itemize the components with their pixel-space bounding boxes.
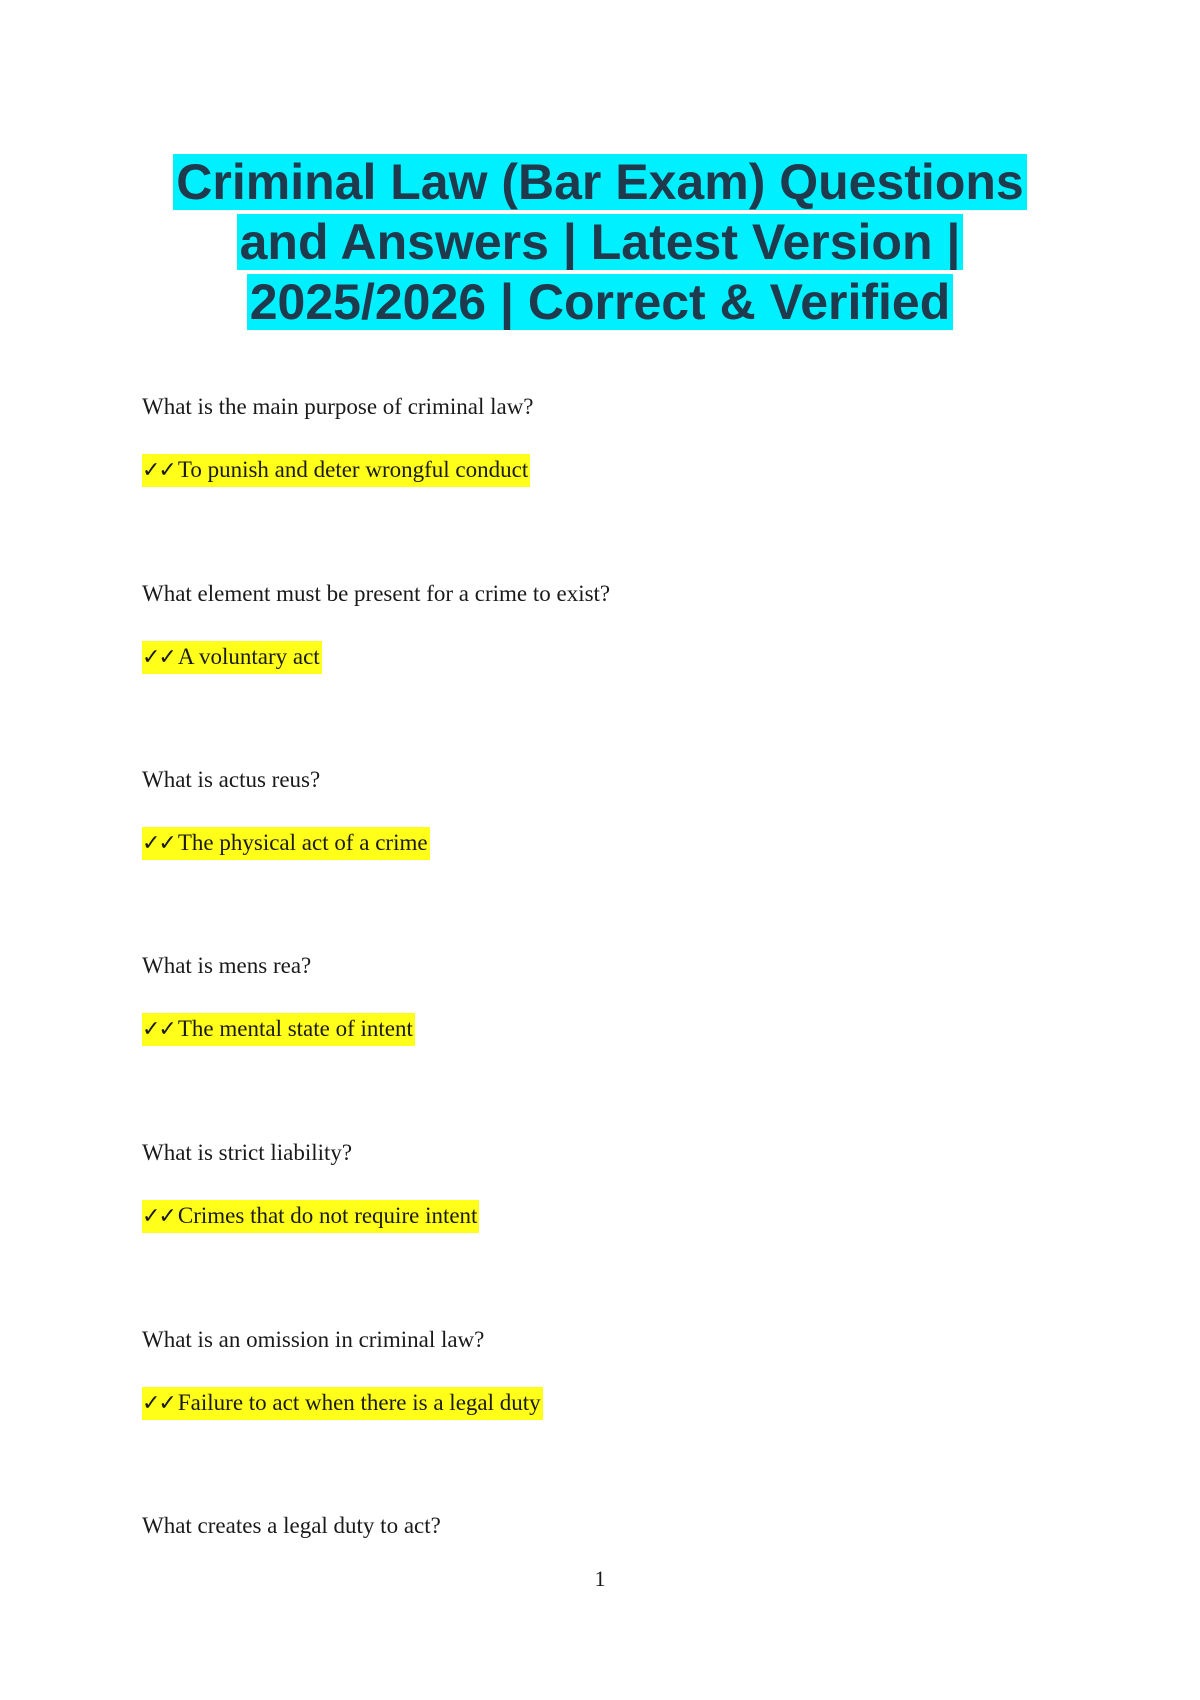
answer-text: Crimes that do not require intent (177, 1203, 478, 1228)
answer-text: A voluntary act (177, 644, 320, 669)
document-title (150, 152, 1050, 332)
answer-highlight (142, 827, 430, 860)
answer-highlight (142, 1387, 543, 1420)
answer-highlight (142, 454, 530, 487)
answer-highlight (142, 641, 322, 674)
answer-text: The mental state of intent (177, 1016, 413, 1041)
title-line-2: and Answers | Latest Version | (237, 214, 964, 270)
qa-item (142, 765, 1042, 856)
double-check-icon: ✓✓ (142, 1391, 175, 1416)
qa-item (142, 951, 1042, 1042)
question-text: What is the main purpose of criminal law? (142, 394, 534, 419)
double-check-icon: ✓✓ (142, 458, 175, 483)
question-text: What is mens rea? (142, 953, 312, 978)
answer-text: The physical act of a crime (177, 830, 428, 855)
qa-item (142, 1325, 1042, 1416)
page-number: 1 (594, 1566, 606, 1591)
question-text: What is actus reus? (142, 767, 321, 792)
double-check-icon: ✓✓ (142, 1017, 175, 1042)
title-line-3: 2025/2026 | Correct & Verified (247, 274, 954, 330)
qa-item (142, 392, 1042, 483)
question-text: What is an omission in criminal law? (142, 1327, 485, 1352)
qa-item (142, 579, 1042, 670)
qa-item (142, 1511, 1042, 1541)
question-text: What element must be present for a crime to exist? (142, 581, 611, 606)
answer-highlight (142, 1013, 415, 1046)
question-text: What creates a legal duty to act? (142, 1513, 441, 1538)
double-check-icon: ✓✓ (142, 1204, 175, 1229)
title-line-1: Criminal Law (Bar Exam) Questions (173, 154, 1026, 210)
answer-text: Failure to act when there is a legal duty (177, 1390, 541, 1415)
double-check-icon: ✓✓ (142, 831, 175, 856)
qa-item (142, 1138, 1042, 1229)
double-check-icon: ✓✓ (142, 645, 175, 670)
answer-text: To punish and deter wrongful conduct (177, 457, 529, 482)
question-text: What is strict liability? (142, 1140, 353, 1165)
answer-highlight (142, 1200, 479, 1233)
